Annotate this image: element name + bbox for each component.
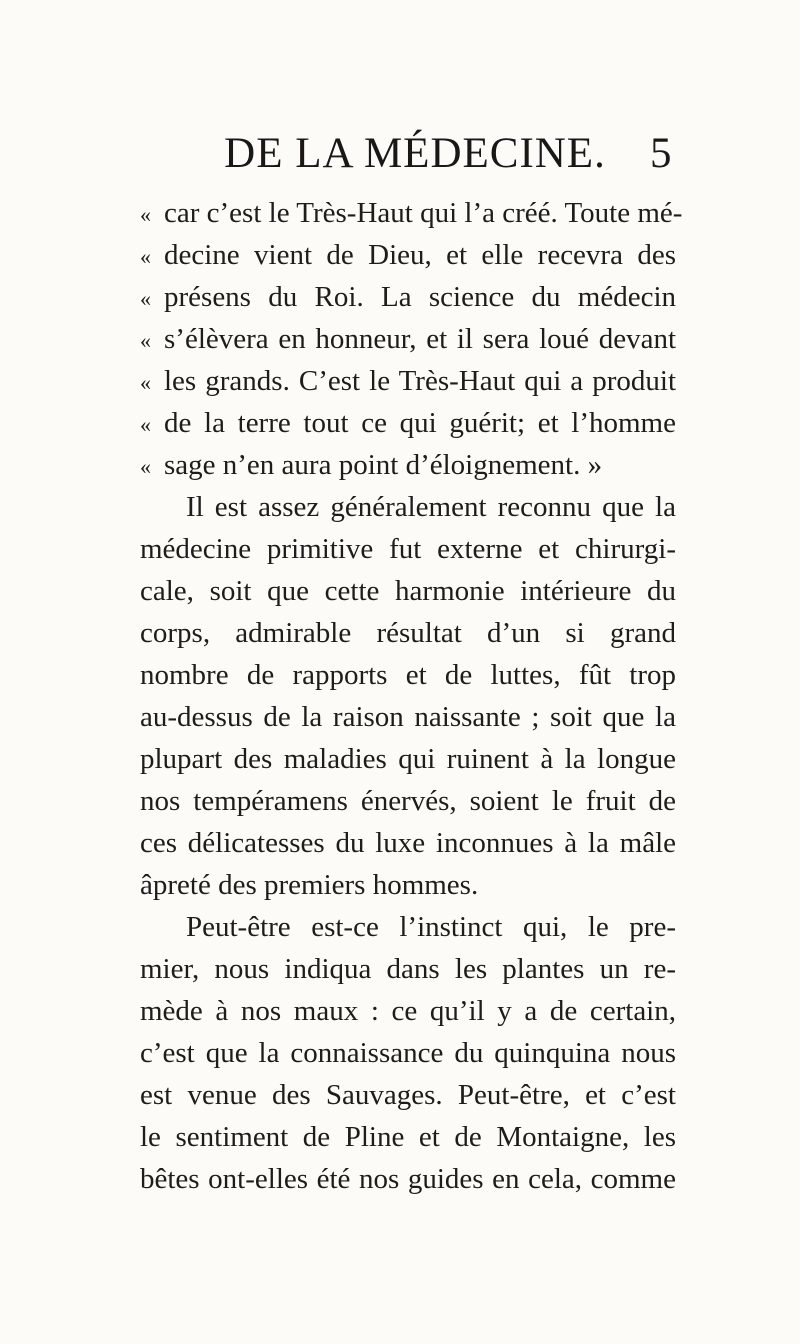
text-line: au-dessus de la raison naissante ; soit que la [140,701,676,733]
text-line: est venue des Sauvages. Peut-être, et c’est [140,1079,676,1111]
text-line [140,192,683,234]
text-line: ces délicatesses du luxe inconnues à la mâle [140,827,676,859]
text-line [140,276,676,318]
quote-mark: « [140,454,151,479]
text-line: cale, soit que cette harmonie intérieure du [140,575,676,607]
text-line [140,318,676,360]
line-text: de la terre tout ce qui guérit; et l’homme [164,407,676,439]
quote-mark: « [140,370,151,395]
quote-mark: « [140,202,151,227]
running-title: DE LA MÉDECINE. [224,130,606,177]
text-line [140,234,676,276]
text-line: âpreté des premiers hommes. [140,869,479,901]
quote-mark: « [140,328,151,353]
text-line: plupart des maladies qui ruinent à la longue [140,743,676,775]
line-text: sage n’en aura point d’éloignement. » [164,449,603,481]
text-line: bêtes ont-elles été nos guides en cela, comme [140,1163,676,1195]
text-line: mier, nous indiqua dans les plantes un re- [140,953,676,985]
line-text: s’élèvera en honneur, et il sera loué devant [164,323,676,355]
quote-mark: « [140,244,151,269]
text-line [140,402,676,444]
text-line: Peut-être est-ce l’instinct qui, le pre- [186,911,676,943]
quote-mark: « [140,286,151,311]
quote-mark: « [140,412,151,437]
text-line: c’est que la connaissance du quinquina nous [140,1037,676,1069]
line-text: les grands. C’est le Très-Haut qui a produit [164,365,676,397]
text-line: le sentiment de Pline et de Montaigne, les [140,1121,676,1153]
text-line: Il est assez généralement reconnu que la [186,491,676,523]
text-line: corps, admirable résultat d’un si grand [140,617,676,649]
text-line [140,444,676,486]
body-text [140,192,683,1200]
text-line: nombre de rapports et de luttes, fût trop [140,659,676,691]
page-number: 5 [650,130,672,177]
text-line: nos tempéramens énervés, soient le fruit de [140,785,676,817]
line-text: decine vient de Dieu, et elle recevra des [164,239,676,271]
line-text: présens du Roi. La science du médecin [164,281,676,313]
text-line: mède à nos maux : ce qu’il y a de certain, [140,995,676,1027]
line-text: car c’est le Très-Haut qui l’a créé. Toute mé- [164,197,683,229]
text-line [140,360,676,402]
text-line: médecine primitive fut externe et chirurgi- [140,533,676,565]
